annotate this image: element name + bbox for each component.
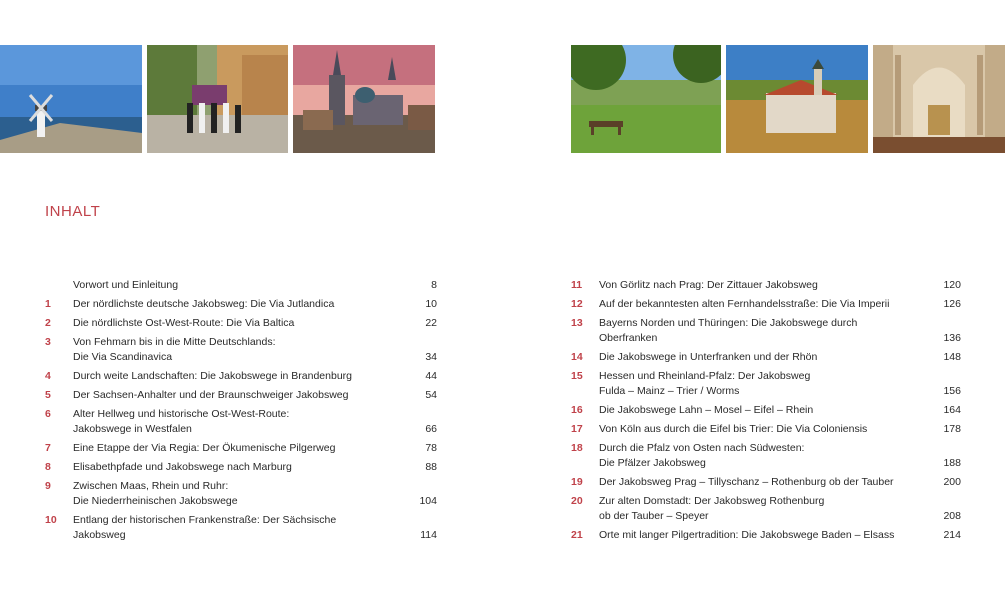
chapter-title: Der nördlichste deutsche Jakobsweg: Die Via Jutlandica	[73, 298, 335, 310]
toc-entry[interactable]	[45, 297, 437, 312]
chapter-title: Alter Hellweg und historische Ost-West-Route: Jakobswege in Westfalen	[73, 408, 290, 435]
chapter-number: 3	[45, 336, 51, 348]
toc-entry[interactable]	[571, 475, 961, 490]
page-number: 34	[425, 351, 437, 363]
toc-entry[interactable]	[45, 388, 437, 403]
chapter-title: Vorwort und Einleitung	[73, 279, 179, 291]
photo-monastery-aerial	[726, 45, 868, 153]
toc-entry[interactable]	[45, 278, 437, 293]
page-title: INHALT	[45, 203, 101, 220]
photo-procession-street	[147, 45, 288, 153]
page-number: 200	[943, 476, 961, 488]
chapter-number: 2	[45, 317, 51, 329]
chapter-title: Durch die Pfalz von Osten nach Südwesten: Die Pfälzer Jakobsweg	[599, 442, 805, 469]
toc-entry[interactable]	[45, 441, 437, 456]
chapter-number: 20	[571, 495, 583, 507]
chapter-number: 1	[45, 298, 51, 310]
page-number: 208	[943, 510, 961, 522]
toc-entry[interactable]	[571, 369, 961, 399]
chapter-title: Die Jakobswege Lahn – Mosel – Eifel – Rhein	[599, 404, 814, 416]
toc-entry[interactable]	[571, 350, 961, 365]
page-number: 120	[943, 279, 961, 291]
page-number: 178	[943, 423, 961, 435]
chapter-title: Elisabethpfade und Jakobswege nach Marburg	[73, 461, 292, 473]
page-number: 214	[943, 529, 961, 541]
chapter-number: 10	[45, 514, 57, 526]
chapter-title: Bayerns Norden und Thüringen: Die Jakobswege durch Oberfranken	[599, 317, 858, 344]
page-number: 136	[943, 332, 961, 344]
chapter-title: Hessen und Rheinland-Pfalz: Der Jakobsweg Fulda – Mainz – Trier / Worms	[599, 370, 811, 397]
chapter-number: 21	[571, 529, 583, 541]
page-number: 88	[425, 461, 437, 473]
chapter-title: Die nördlichste Ost-West-Route: Die Via Baltica	[73, 317, 295, 329]
toc-entry[interactable]	[571, 528, 961, 543]
chapter-number: 6	[45, 408, 51, 420]
page-number: 54	[425, 389, 437, 401]
page-number: 126	[943, 298, 961, 310]
chapter-title: Von Fehmarn bis in die Mitte Deutschlands: Die Via Scandinavica	[73, 336, 276, 363]
chapter-title: Eine Etappe der Via Regia: Der Ökumenische Pilgerweg	[73, 442, 336, 454]
toc-entry[interactable]	[571, 403, 961, 418]
chapter-number: 11	[571, 279, 583, 291]
chapter-title: Der Jakobsweg Prag – Tillyschanz – Rothenburg ob der Tauber	[599, 476, 894, 488]
page-number: 156	[943, 385, 961, 397]
toc-entry[interactable]	[45, 369, 437, 384]
page-number: 8	[431, 279, 437, 291]
chapter-title: Von Görlitz nach Prag: Der Zittauer Jakobsweg	[599, 279, 818, 291]
chapter-title: Zwischen Maas, Rhein und Ruhr: Die Niederrheinischen Jakobswege	[73, 480, 238, 507]
toc-entry[interactable]	[571, 316, 961, 346]
toc-entry[interactable]	[45, 407, 437, 437]
photo-meadow-bench	[571, 45, 721, 153]
chapter-number: 9	[45, 480, 51, 492]
toc-entry[interactable]	[571, 297, 961, 312]
chapter-number: 5	[45, 389, 51, 401]
chapter-title: Auf der bekanntesten alten Fernhandelsstraße: Die Via Imperii	[599, 298, 890, 310]
page-number: 44	[425, 370, 437, 382]
chapter-number: 16	[571, 404, 583, 416]
toc-entry[interactable]	[571, 494, 961, 524]
chapter-title: Entlang der historischen Frankenstraße: Der Sächsische Jakobsweg	[73, 514, 337, 541]
toc-entry[interactable]	[45, 479, 437, 509]
page-number: 164	[943, 404, 961, 416]
photo-church-interior	[873, 45, 1005, 153]
chapter-number: 4	[45, 370, 51, 382]
toc-entry[interactable]	[45, 513, 437, 543]
chapter-number: 19	[571, 476, 583, 488]
chapter-number: 7	[45, 442, 51, 454]
toc-entry[interactable]	[45, 335, 437, 365]
page-number: 78	[425, 442, 437, 454]
toc-entry[interactable]	[45, 460, 437, 475]
photo-windmill-coast	[0, 45, 142, 153]
toc-entry[interactable]	[45, 316, 437, 331]
page-number: 148	[943, 351, 961, 363]
chapter-title: Zur alten Domstadt: Der Jakobsweg Rothenburg ob der Tauber – Speyer	[599, 495, 825, 522]
chapter-title: Die Jakobswege in Unterfranken und der Rhön	[599, 351, 818, 363]
chapter-number: 13	[571, 317, 583, 329]
chapter-number: 18	[571, 442, 583, 454]
chapter-number: 15	[571, 370, 583, 382]
toc-entry[interactable]	[571, 278, 961, 293]
toc-left-column	[45, 278, 437, 547]
chapter-number: 12	[571, 298, 583, 310]
page-number: 104	[419, 495, 437, 507]
chapter-title: Orte mit langer Pilgertradition: Die Jakobswege Baden – Elsass	[599, 529, 895, 541]
page-number: 10	[425, 298, 437, 310]
chapter-title: Der Sachsen-Anhalter und der Braunschweiger Jakobsweg	[73, 389, 349, 401]
photo-cathedral-city	[293, 45, 435, 153]
toc-entry[interactable]	[571, 422, 961, 437]
chapter-title: Durch weite Landschaften: Die Jakobswege in Brandenburg	[73, 370, 353, 382]
page-number: 188	[943, 457, 961, 469]
page-number: 66	[425, 423, 437, 435]
chapter-title: Von Köln aus durch die Eifel bis Trier: Die Via Coloniensis	[599, 423, 868, 435]
chapter-number: 8	[45, 461, 51, 473]
chapter-number: 17	[571, 423, 583, 435]
chapter-number: 14	[571, 351, 583, 363]
page-number: 22	[425, 317, 437, 329]
page-number: 114	[420, 529, 437, 541]
toc-right-column	[571, 278, 961, 547]
toc-entry[interactable]	[571, 441, 961, 471]
